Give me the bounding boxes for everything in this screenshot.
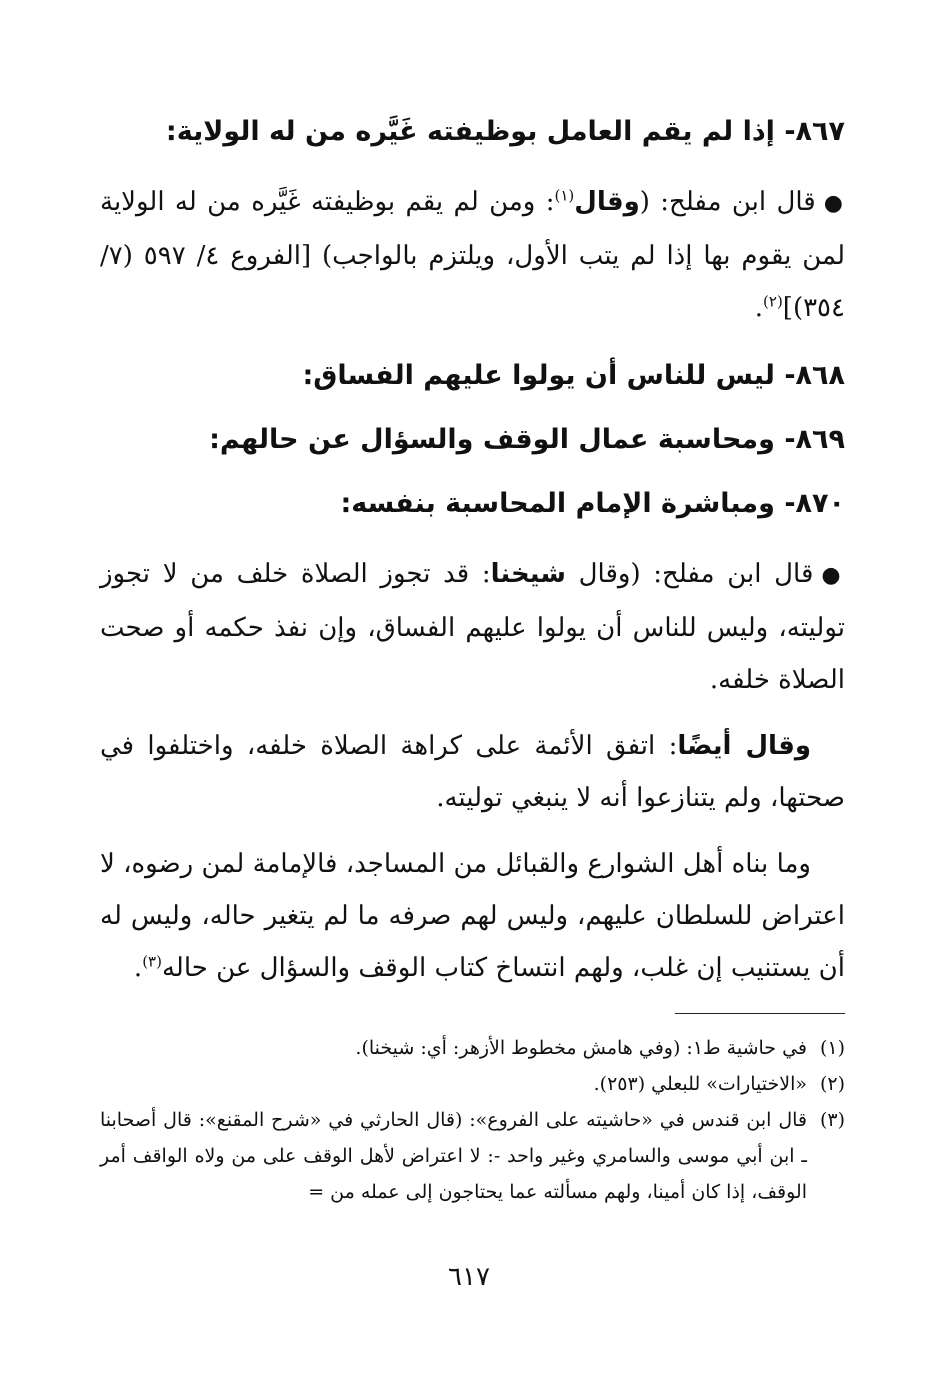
page-number: ٦١٧ [448, 1262, 490, 1292]
quote-end: . [754, 293, 764, 323]
paragraph-also-said [100, 720, 845, 824]
footnote-number: (٢) [819, 1073, 845, 1095]
heading-869: ٨٦٩- ومحاسبة عمال الوقف والسؤال عن حالهم: [209, 424, 845, 455]
quote-bold: وقال أيضًا [677, 731, 811, 761]
quote-text: : اتفق الأئمة على كراهة الصلاة خلفه، واختلفوا في صحتها، ولم يتنازعوا أنه لا ينبغي توليته. [100, 731, 845, 813]
footnote-item [100, 1066, 845, 1102]
main-text [100, 112, 845, 1008]
footnote-ref-2[interactable]: (٢) [763, 292, 783, 311]
footnote-text: قال ابن قندس في «حاشيته على الفروع»: (قال الحارثي في «شرح المقنع»: قال أصحابنا ـ ابن أبي موسى والسامري وغير واحد -: لا اعتراض لأهل الوقف على من ولاه الواقف أمر الوقف، إذا كان أمينا، ولهم مسألته عما يحتاجون إلى عمله من = [100, 1109, 807, 1203]
heading-868: ٨٦٨- ليس للناس أن يولوا عليهم الفساق: [302, 360, 845, 391]
footnote-number: (٣) [819, 1109, 845, 1131]
quote-intro: قال ابن مفلح: ( [639, 187, 816, 217]
footnotes [100, 1030, 845, 1210]
footnote-item [100, 1030, 845, 1066]
quote-text: : قد تجوز الصلاة خلف من لا تجوز توليته، وليس للناس أن يولوا عليهم الفساق، وإن نفذ حكمه أو صحت الصلاة خلفه. [100, 559, 845, 695]
paragraph-ibn-muflih-2 [100, 548, 845, 706]
paragraph-mosques [100, 838, 845, 994]
bullet-icon: ● [823, 191, 845, 216]
footnote-number: (١) [819, 1037, 845, 1059]
heading-867: ٨٦٧- إذا لم يقم العامل بوظيفته غَيَّره من له الولاية: [165, 116, 845, 147]
quote-text: : ومن لم يقم بوظيفته غَيَّره من له الولاية لمن يقوم بها إذا لم يتب الأول، ويلتزم بالواجب) [الفروع ٤/ ٥٩٧ (٧/ ٣٥٤)] [100, 187, 845, 323]
bullet-icon: ● [821, 563, 845, 588]
quote-intro: قال ابن مفلح: (وقال [565, 559, 814, 589]
footnote-divider [675, 1013, 845, 1014]
footnote-ref-3[interactable]: (٣) [142, 952, 162, 971]
footnote-text: في حاشية ط١: (وفي هامش مخطوط الأزهر: أي: شيخنا). [355, 1037, 807, 1059]
quote-bold: شيخنا [490, 559, 566, 589]
quote-end: . [133, 953, 143, 983]
paragraph-ibn-muflih-1 [100, 176, 845, 334]
footnote-ref-1[interactable]: (١) [554, 186, 575, 205]
footnote-text: «الاختيارات» للبعلي (٢٥٣). [593, 1073, 807, 1095]
quote-bold: وقال [574, 187, 640, 217]
heading-870: ٨٧٠- ومباشرة الإمام المحاسبة بنفسه: [340, 488, 845, 519]
quote-text: وما بناه أهل الشوارع والقبائل من المساجد، فالإمامة لمن رضوه، لا اعتراض للسلطان عليهم، وليس لهم صرفه ما لم يتغير حاله، وليس له أن يستنيب إن غلب، ولهم انتساخ كتاب الوقف والسؤال عن حاله [100, 849, 845, 983]
footnote-item [100, 1102, 845, 1210]
